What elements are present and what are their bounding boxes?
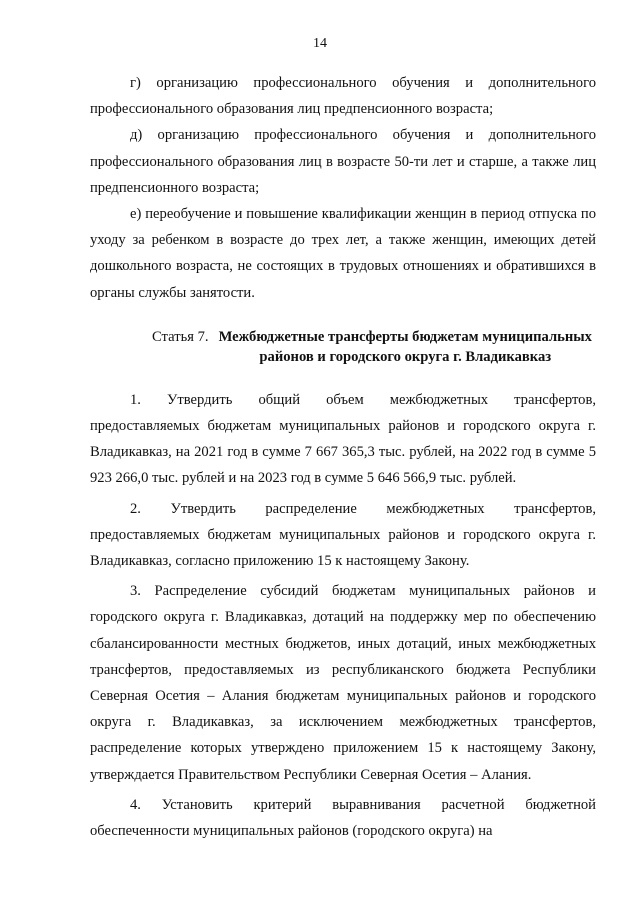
- paragraph-e: е) переобучение и повышение квалификации женщин в период отпуска по уходу за ребенком в возрасте до трех лет, а также женщин, имеющих детей дошкольного возраста, не состоящих в трудовых отношениях и обратившихся в органы службы занятости.: [90, 206, 596, 301]
- paragraph-1: 1. Утвердить общий объем межбюджетных трансфертов, предоставляемых бюджетам муниципальных районов и городского округа г. Владикавказ, на 2021 год в сумме 7 667 365,3 тыс. рублей, на 2022 год в сумме 5 923 266,0 тыс. рублей и на 2023 год в сумме 5 646 566,9 тыс. рублей.: [90, 391, 596, 487]
- document-body: [90, 70, 596, 844]
- article-heading: [90, 327, 596, 367]
- paragraph-4: 4. Установить критерий выравнивания расчетной бюджетной обеспеченности муниципальных районов (городского округа) на: [90, 796, 596, 840]
- paragraph-d: д) организацию профессионального обучения и дополнительного профессионального образования лиц в возрасте 50-ти лет и старше, а также лиц предпенсионного возраста;: [90, 127, 596, 196]
- page-number: 14: [313, 36, 327, 51]
- paragraph-2: 2. Утвердить распределение межбюджетных трансфертов, предоставляемых бюджетам муниципальных районов и городского округа г. Владикавказ, согласно приложению 15 к настоящему Закону.: [90, 500, 596, 570]
- paragraph-3: 3. Распределение субсидий бюджетам муниципальных районов и городского округа г. Владикавказ, дотаций на поддержку мер по обеспечению сбалансированности местных бюджетов, иных дотаций, иных межбюджетных трансфертов, предоставляемых из республиканского бюджета Республики Северная Осетия – Алания бюджетам муниципальных районов и городского округа г. Владикавказ, за исключением межбюджетных трансфертов, распределение которых утверждено приложением 15 к настоящему Закону, утверждается Правительством Республики Северная Осетия – Алания.: [90, 583, 596, 783]
- paragraph-g: г) организацию профессионального обучения и дополнительного профессионального образования лиц предпенсионного возраста;: [90, 75, 596, 118]
- article-number: Статья 7.: [152, 328, 209, 345]
- article-title: Межбюджетные трансферты бюджетам муниципальных районов и городского округа г. Владикавказ: [218, 328, 592, 365]
